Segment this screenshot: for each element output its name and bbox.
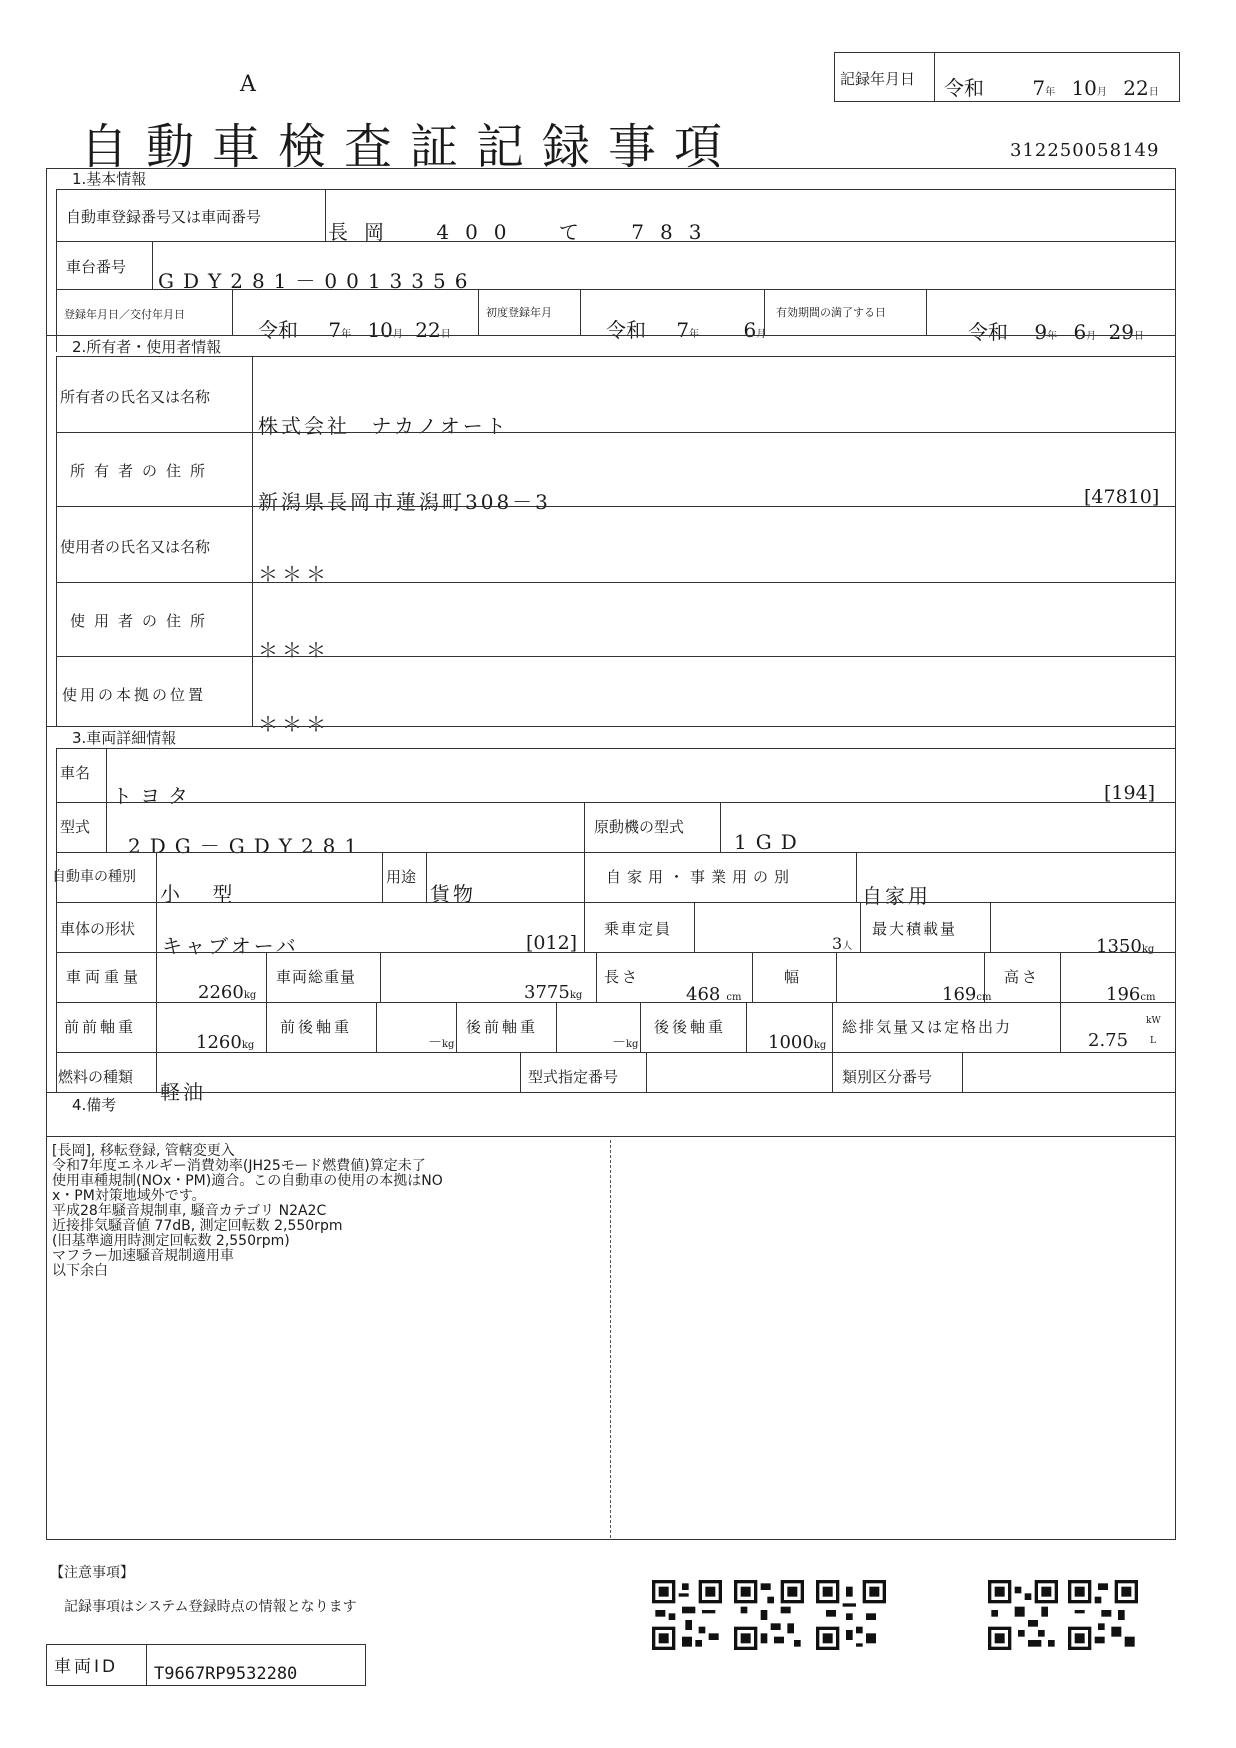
reg-date-label: 登録年月日／交付年月日	[64, 308, 185, 321]
fuel: 軽油	[160, 1080, 206, 1104]
ff-axle: 1260kg	[196, 1032, 255, 1053]
width: 169cm	[942, 984, 992, 1005]
displacement-unit-l: L	[1150, 1036, 1156, 1046]
weight: 2260kg	[198, 982, 257, 1003]
remark-line: 近接排気騒音値 77dB, 測定回転数 2,550rpm	[52, 1218, 343, 1234]
section-remarks-title: 4.備考	[72, 1096, 117, 1114]
use-label: 用途	[386, 868, 417, 886]
body: キャブオーバ	[162, 934, 299, 958]
vehicle-id-label: 車両ID	[54, 1657, 119, 1677]
section-vehicle-title: 3.車両詳細情報	[72, 729, 177, 747]
section-basic-title: 1.基本情報	[72, 170, 147, 188]
displacement: 2.75	[1088, 1030, 1129, 1051]
expiry-label: 有効期間の満了する日	[776, 306, 886, 319]
capacity-label: 乗車定員	[604, 920, 673, 938]
base-location-label: 使用の本拠の位置	[62, 686, 207, 704]
user-name: ＊＊＊	[258, 562, 330, 586]
remark-line: 令和7年度エネルギー消費効率(JH25モード燃費値)算定未了	[52, 1158, 426, 1174]
model-label: 型式	[60, 818, 91, 836]
base-location: ＊＊＊	[258, 712, 330, 736]
qr-code-icon	[988, 1580, 1058, 1650]
length: 468 cm	[686, 984, 742, 1005]
section-owner-title: 2.所有者・使用者情報	[72, 338, 222, 356]
user-name-label: 使用者の氏名又は名称	[60, 538, 211, 556]
fr-axle-label: 前後軸重	[280, 1018, 353, 1036]
remark-line: [長岡], 移転登録, 管轄変更入	[52, 1143, 235, 1159]
owner-address-code: [47810]	[1084, 486, 1160, 508]
owner-address-label: 所有者の住所	[70, 462, 215, 480]
qr-code-icon	[734, 1580, 804, 1650]
max-load-label: 最大積載量	[872, 920, 958, 938]
remark-line: x・PM対策地域外です。	[52, 1188, 206, 1204]
vehicle-name: トヨタ	[112, 784, 196, 808]
remark-line: 平成28年騒音規制車, 騒音カテゴリ N2A2C	[52, 1203, 327, 1219]
private: 自家用	[862, 884, 931, 908]
user-address-label: 使用者の住所	[70, 612, 215, 630]
width-label: 幅	[784, 968, 800, 986]
body-label: 車体の形状	[60, 920, 136, 938]
remark-line: 使用車種規制(NOx・PM)適合。この自動車の使用の本拠はNO	[52, 1173, 443, 1189]
height-label: 高さ	[1004, 968, 1041, 986]
notice-title: 【注意事項】	[50, 1565, 134, 1581]
reg-number: 長岡 400 て 783	[328, 220, 718, 244]
fr-axle: －kg	[428, 1035, 455, 1051]
remark-line: マフラー加速騒音規制適用車	[52, 1248, 234, 1264]
qr-code-icon	[816, 1580, 886, 1650]
user-address: ＊＊＊	[258, 638, 330, 662]
vehicle-name-code: [194]	[1104, 782, 1156, 804]
category-label: 自動車の種別	[52, 869, 136, 885]
use: 貨物	[430, 882, 476, 906]
qr-code-icon	[652, 1580, 722, 1650]
qr-code-icon	[1068, 1580, 1138, 1650]
category: 小 型	[160, 882, 237, 906]
displacement-label: 総排気量又は定格出力	[842, 1018, 1013, 1036]
rf-axle-label: 後前軸重	[466, 1018, 539, 1036]
remarks-divider	[610, 1140, 611, 1538]
fuel-label: 燃料の種類	[58, 1068, 134, 1086]
rr-axle-label: 後後軸重	[654, 1018, 727, 1036]
ff-axle-label: 前前軸重	[64, 1018, 137, 1036]
record-date-label: 記録年月日	[840, 70, 916, 88]
engine: 1GD	[734, 830, 806, 854]
engine-label: 原動機の型式	[594, 818, 685, 836]
height: 196cm	[1106, 984, 1156, 1005]
type-designation-label: 型式指定番号	[528, 1068, 619, 1086]
displacement-unit-kw: kW	[1146, 1016, 1161, 1026]
length-label: 長さ	[604, 968, 641, 986]
capacity: 3人	[832, 934, 853, 953]
vehicle-name-label: 車名	[60, 764, 91, 782]
expiry-date: 令和 9年 6月 29日	[968, 320, 1144, 344]
vehicle-id: T9667RP9532280	[154, 1664, 298, 1684]
record-date: 令和 7年 10月 22日	[944, 76, 1159, 100]
owner-name: 株式会社 ナカノオート	[258, 414, 509, 438]
chassis-label: 車台番号	[66, 258, 127, 276]
reg-number-label: 自動車登録番号又は車両番号	[66, 208, 262, 226]
remark-line: (旧基準適用時測定回転数 2,550rpm)	[52, 1233, 290, 1249]
max-load: 1350kg	[1096, 936, 1155, 957]
document-number: 312250058149	[1010, 140, 1160, 161]
notice-text: 記録事項はシステム登録時点の情報となります	[64, 1599, 357, 1615]
document-title: 自動車検査証記録事項	[80, 119, 741, 175]
first-reg-label: 初度登録年月	[486, 306, 552, 319]
gross: 3775kg	[524, 982, 583, 1003]
form-letter: A	[240, 72, 256, 97]
class-label: 類別区分番号	[842, 1068, 933, 1086]
remark-line: 以下余白	[52, 1263, 108, 1279]
model: 2DG－GDY281	[128, 834, 367, 858]
weight-label: 車両重量	[66, 968, 143, 986]
chassis-number: GDY281－0013356	[158, 269, 477, 293]
private-label: 自家用・事業用の別	[606, 868, 796, 886]
first-reg-date: 令和 7年 6月	[606, 318, 767, 342]
owner-address: 新潟県長岡市蓮潟町308－3	[258, 490, 551, 514]
rr-axle: 1000kg	[768, 1032, 827, 1053]
reg-date: 令和 7年 10月 22日	[258, 318, 451, 342]
owner-name-label: 所有者の氏名又は名称	[60, 388, 211, 406]
body-code: [012]	[526, 932, 578, 954]
gross-label: 車両総重量	[276, 968, 357, 986]
rf-axle: －kg	[612, 1035, 639, 1051]
